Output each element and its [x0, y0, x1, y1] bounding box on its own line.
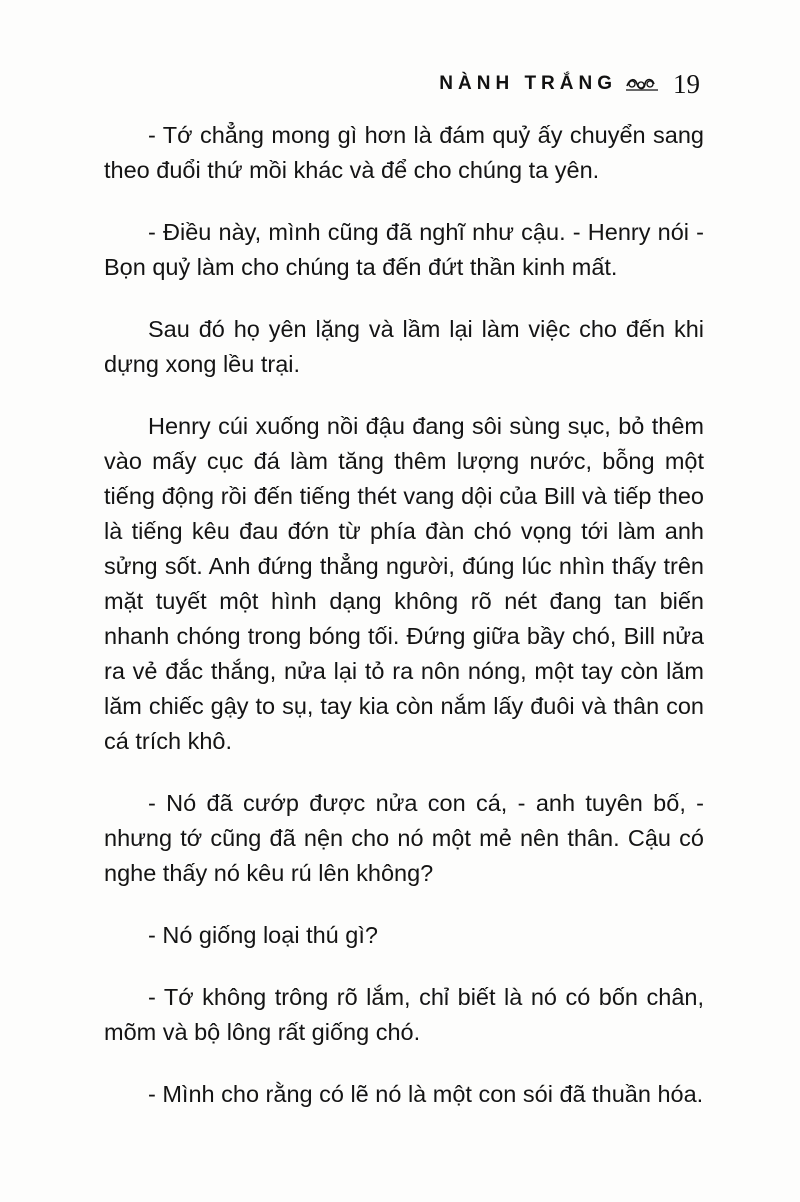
running-title: NÀNH TRẮNG	[439, 73, 617, 94]
paragraph: - Tớ không trông rõ lắm, chỉ biết là nó có bốn chân, mõm và bộ lông rất giống chó.	[104, 984, 704, 1045]
paragraph: Henry cúi xuống nồi đậu đang sôi sùng sục, bỏ thêm vào mấy cục đá làm tăng thêm lượng nước, bỗng một tiếng động rồi đến tiếng thét vang dội của Bill và tiếp theo là tiếng kêu đau đớn từ phía đàn chó vọng tới làm anh sửng sốt. Anh đứng thẳng người, đúng lúc nhìn thấy trên mặt tuyết một hình dạng không rõ nét đang tan biến nhanh chóng trong bóng tối. Đứng giữa bầy chó, Bill nửa ra vẻ đắc thắng, nửa lại tỏ ra nôn nóng, một tay còn lăm lăm chiếc gậy to sụ, tay kia còn nắm lấy đuôi và thân con cá trích khô.	[104, 413, 704, 754]
page-header	[439, 66, 700, 102]
paragraph: - Điều này, mình cũng đã nghĩ như cậu. - Henry nói - Bọn quỷ làm cho chúng ta đến đứt thần kinh mất.	[104, 219, 704, 280]
ornament-icon	[625, 74, 659, 94]
paragraph: - Nó đã cướp được nửa con cá, - anh tuyên bố, - nhưng tớ cũng đã nện cho nó một mẻ nên thân. Cậu có nghe thấy nó kêu rú lên không?	[104, 790, 704, 886]
paragraph: - Nó giống loại thú gì?	[148, 922, 378, 948]
paragraph: - Mình cho rằng có lẽ nó là một con sói đã thuần hóa.	[148, 1081, 704, 1107]
paragraph: - Tớ chẳng mong gì hơn là đám quỷ ấy chuyển sang theo đuổi thứ mồi khác và để cho chúng ta yên.	[104, 122, 704, 183]
page-number: 19	[673, 68, 700, 99]
body-text	[104, 118, 704, 1139]
paragraph: Sau đó họ yên lặng và lầm lại làm việc cho đến khi dựng xong lều trại.	[104, 316, 704, 377]
